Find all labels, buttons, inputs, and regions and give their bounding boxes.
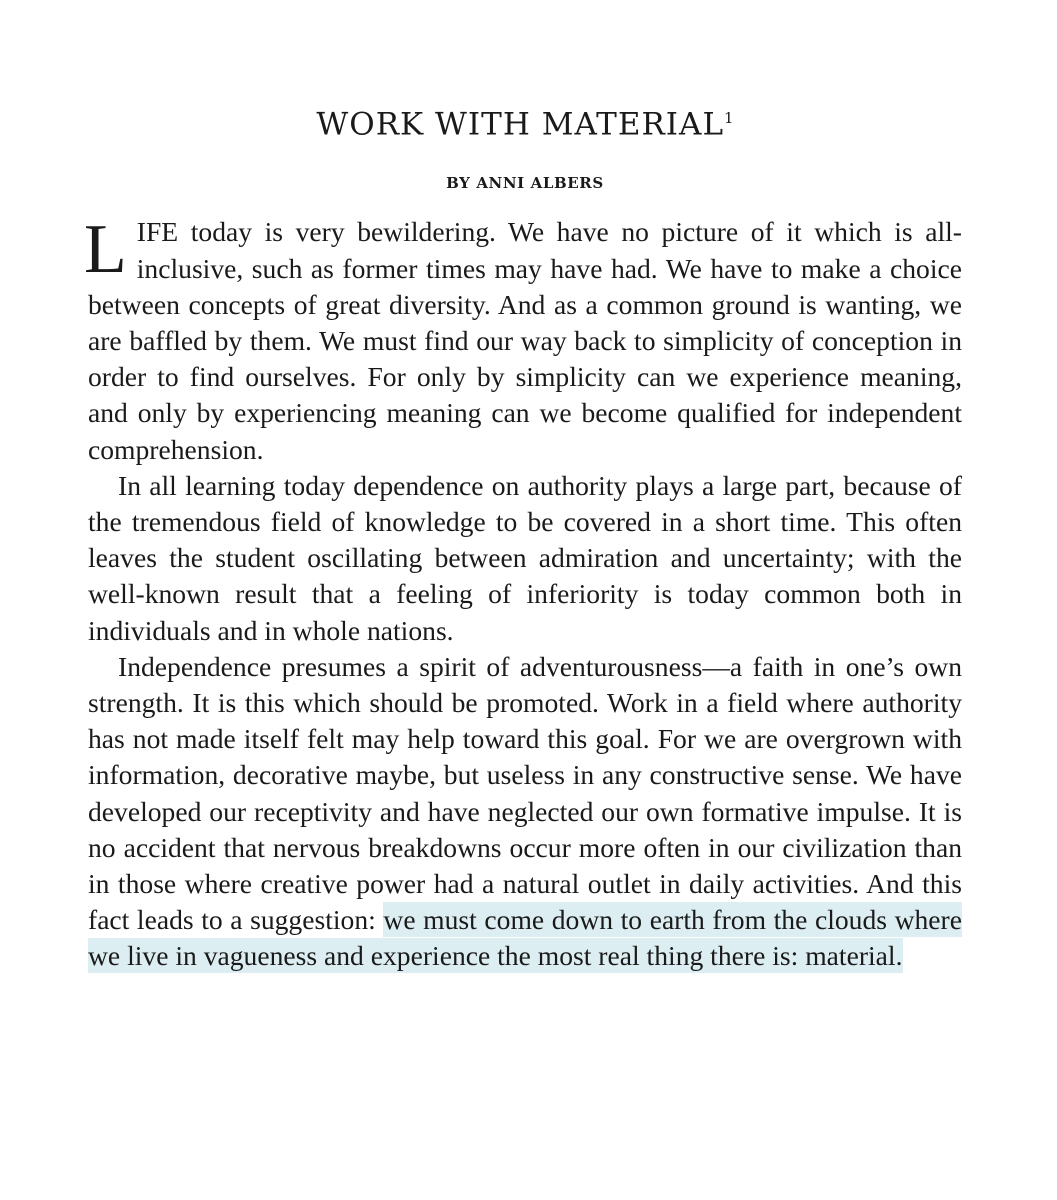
paragraph-1-text: IFE today is very bewildering. We have no picture of it which is all-inclusive, such as former times may have had. We have to make a choice between concepts of great diversity. And as a common ground is wanting, we are baffled by them. We must find our way back to simplicity of conception in order to find ourselves. For only by simplicity can we experience meaning, and only by experiencing meaning can we become qualified for independent comprehension.	[88, 216, 962, 465]
paragraph-1	[84, 211, 962, 467]
title-footnote-mark[interactable]: 1	[724, 109, 734, 127]
drop-cap: L	[84, 211, 127, 289]
article-title-text: WORK WITH MATERIAL	[316, 106, 725, 143]
highlighted-passage[interactable]: we must come down to earth from the clouds where we live in vagueness and experience the most real thing there is: material.	[88, 904, 962, 972]
paragraph-3-text: Independence presumes a spirit of adventurousness—a faith in one’s own strength. It is this which should be promoted. Work in a field where authority has not made itself felt may help toward this goal. For we are overgrown with information, decorative maybe, but useless in any constructive sense. We have developed our receptivity and have neglected our own formative impulse. It is no accident that nervous breakdowns occur more often in our civilization than in those where creative power had a natural outlet in daily activities. And this fact leads to a suggestion:	[88, 650, 962, 936]
article-byline: BY ANNI ALBERS	[446, 174, 604, 193]
paragraph-2	[88, 468, 962, 649]
paragraph-2-text: In all learning today dependence on authority plays a large part, because of the tremendous field of knowledge to be covered in a short time. This often leaves the student oscillating between admiration and uncertainty; with the well-known result that a feeling of inferiority is today common both in individuals and in whole nations.	[88, 469, 962, 646]
document-page	[84, 96, 962, 975]
paragraph-3	[88, 649, 962, 975]
article-body	[84, 211, 962, 974]
article-title	[88, 96, 962, 146]
